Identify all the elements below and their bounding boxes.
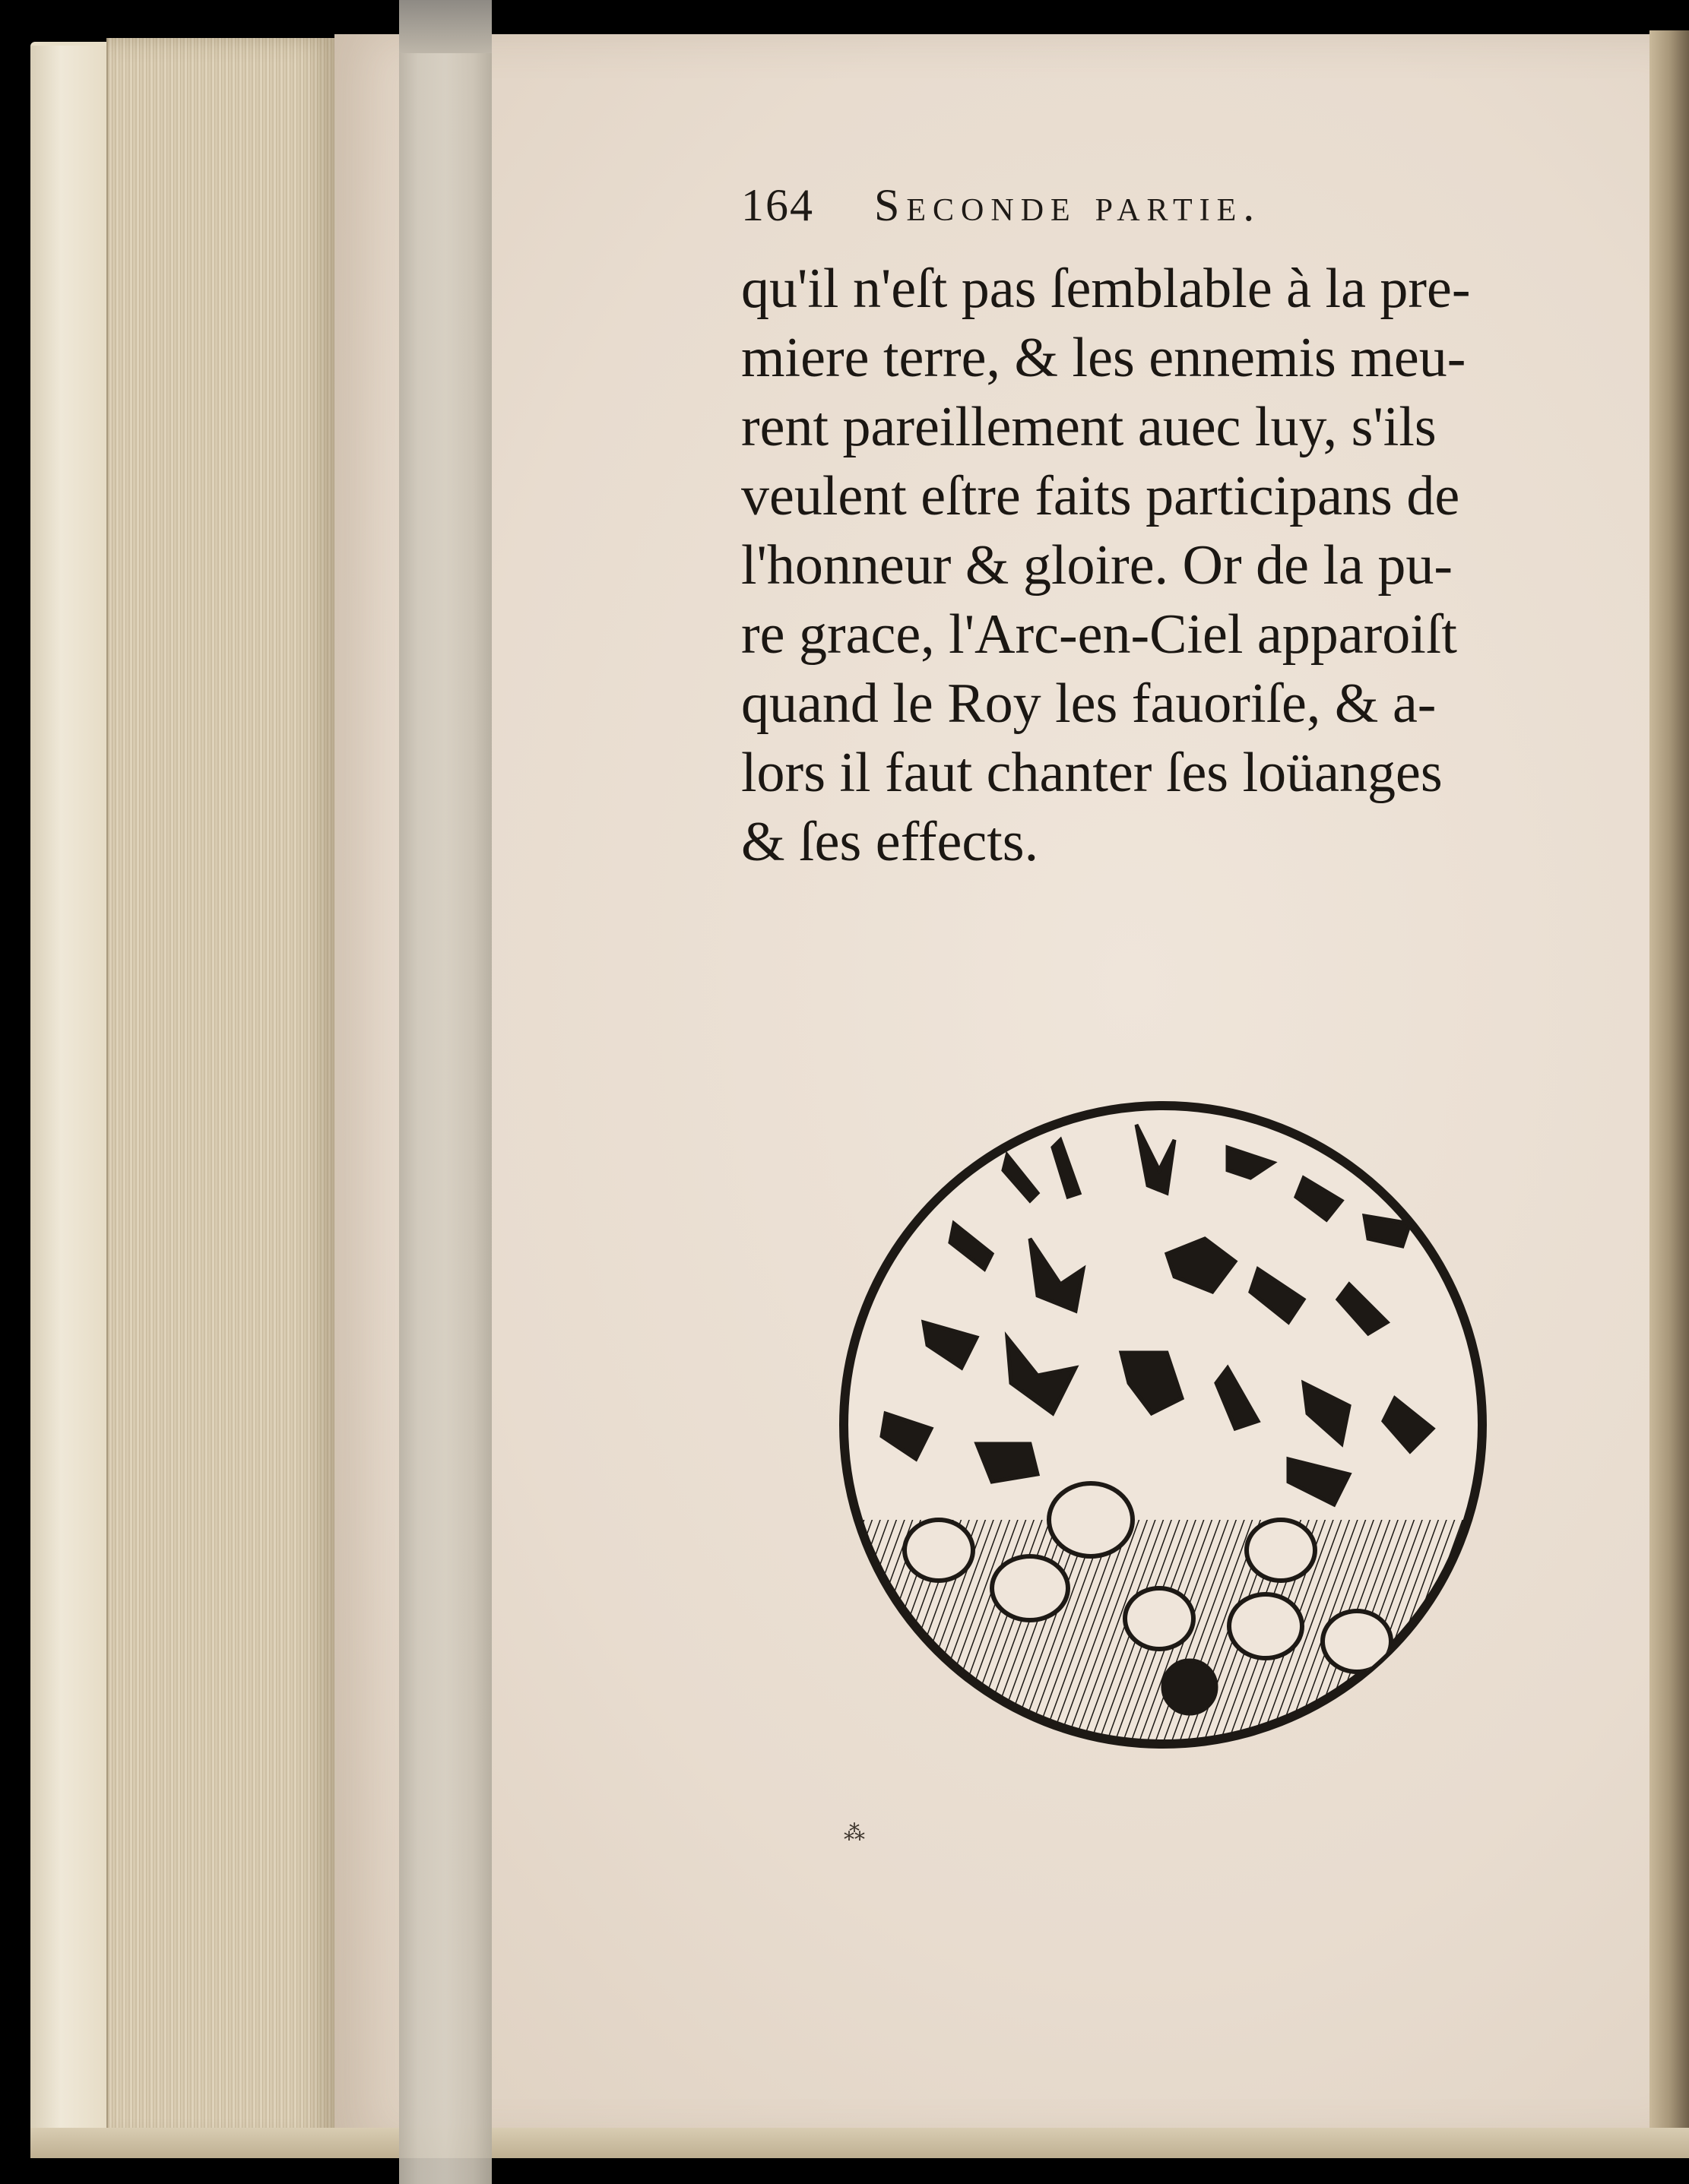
facing-page-edge — [1649, 30, 1689, 2158]
text-line: veulent eſtre faits participans de — [741, 465, 1460, 527]
book-bottom-edge — [30, 2128, 1689, 2158]
text-line: quand le Roy les fauoriſe, & a- — [741, 673, 1437, 735]
printer-mark: ⁂ — [844, 1822, 865, 1845]
text-line: re grace, l'Arc-en-Ciel apparoiſt — [741, 603, 1457, 666]
text-line: miere terre, & les ennemis meu- — [741, 327, 1466, 389]
body-text — [741, 255, 1608, 877]
book-strap-top — [399, 0, 492, 53]
cover-edge — [30, 46, 109, 2143]
text-line: qu'il n'eſt pas ſemblable à la pre- — [741, 258, 1471, 320]
page-block-edges — [106, 38, 336, 2143]
book-strap — [399, 0, 492, 2184]
text-line: l'honneur & gloire. Or de la pu- — [741, 534, 1453, 597]
text-line: & ſes effects. — [741, 811, 1039, 873]
woodcut-illustration — [832, 1094, 1494, 1755]
text-line: rent pareillement auec luy, s'ils — [741, 396, 1437, 458]
woodcut-birds-skulls-icon — [832, 1094, 1494, 1755]
running-title: Seconde partie. — [874, 180, 1262, 230]
page-header — [741, 179, 1501, 248]
text-line: lors il faut chanter ſes loüanges — [741, 742, 1443, 804]
page-number: 164 — [741, 180, 814, 230]
